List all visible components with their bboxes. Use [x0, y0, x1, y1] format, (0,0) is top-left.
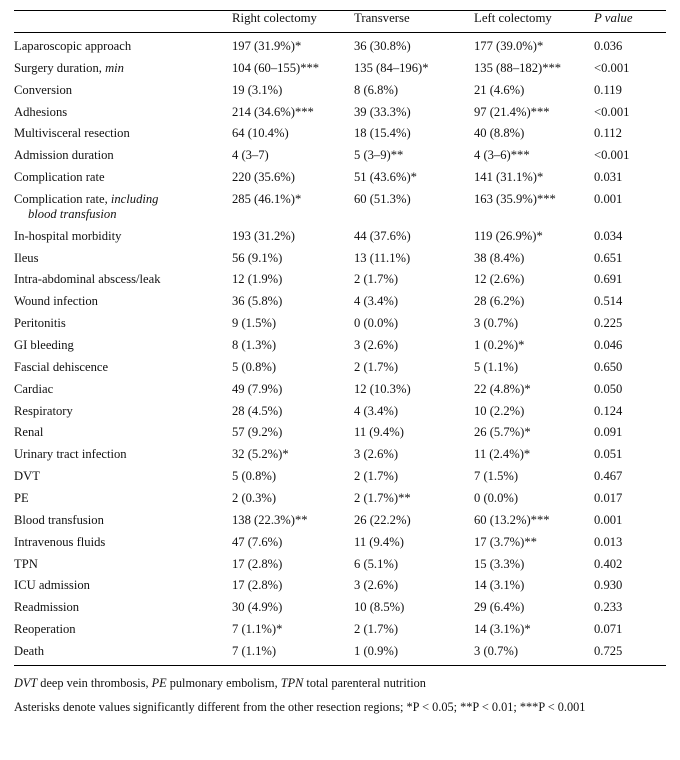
cell-value: 119 (26.9%)*	[474, 228, 543, 243]
cell-value: 177 (39.0%)*	[474, 39, 544, 53]
cell-p-value: 0.514	[594, 294, 623, 309]
table-row	[14, 269, 666, 291]
cell-p-value: 0.124	[594, 403, 623, 418]
cell-value: 3 (2.6%)	[354, 578, 399, 593]
abbrev-pe-text: pulmonary embolism,	[166, 675, 281, 690]
cell-p-value: 0.467	[594, 469, 623, 484]
cell-value: 2 (1.7%)**	[354, 491, 411, 506]
row-label: Urinary tract infection	[14, 447, 127, 462]
cell-value: 285 (46.1%)*	[232, 192, 302, 207]
cell-value: 60 (51.3%)	[354, 192, 411, 207]
cell-value: 51 (43.6%)*	[354, 170, 417, 185]
cell-value: 39 (33.3%)	[354, 104, 411, 119]
footnote-significance: Asterisks denote values significantly different from the other resection regions; *P < 0.05; **P < 0.01; ***P < 0.001	[14, 700, 586, 715]
table-row	[14, 597, 666, 619]
abbrev-dvt: DVT	[14, 675, 38, 690]
table-row	[14, 641, 666, 665]
cell-value: 15 (3.3%)	[474, 556, 525, 571]
row-label: Blood transfusion	[14, 512, 104, 527]
row-label: GI bleeding	[14, 338, 74, 353]
cell-value: 18 (15.4%)	[354, 126, 411, 141]
cell-p-value: 0.233	[594, 600, 623, 615]
cell-value: 141 (31.1%)*	[474, 170, 544, 185]
table-row	[14, 378, 666, 400]
row-label: Intravenous fluids	[14, 534, 106, 549]
row-label: Admission duration	[14, 148, 114, 163]
cell-value: 163 (35.9%)***	[474, 192, 556, 207]
table-row	[14, 291, 666, 313]
cell-value: 2 (1.7%)	[354, 272, 399, 287]
cell-value: 220 (35.6%)	[232, 170, 295, 185]
cell-p-value: 0.001	[594, 192, 623, 207]
cell-value: 2 (1.7%)	[354, 359, 399, 374]
row-label: Death	[14, 644, 45, 659]
cell-value: 2 (0.3%)	[232, 491, 277, 506]
cell-p-value: 0.031	[594, 170, 623, 185]
abbrev-tpn: TPN	[280, 675, 304, 690]
cell-value: 4 (3.4%)	[354, 403, 399, 418]
row-label: Complication rate, including blood transfusion	[14, 192, 159, 221]
cell-p-value: 0.725	[594, 644, 623, 659]
cell-value: 14 (3.1%)*	[474, 622, 531, 637]
cell-p-value: 0.071	[594, 622, 623, 637]
table-row	[14, 57, 666, 79]
table-row	[14, 145, 666, 167]
cell-value: 28 (6.2%)	[474, 294, 525, 309]
cell-p-value: 0.051	[594, 447, 623, 462]
cell-p-value: 0.691	[594, 272, 623, 287]
cell-value: 29 (6.4%)	[474, 600, 525, 615]
cell-value: 11 (9.4%)	[354, 425, 404, 440]
cell-value: 47 (7.6%)	[232, 534, 283, 549]
cell-value: 32 (5.2%)*	[232, 447, 289, 462]
table-row	[14, 553, 666, 575]
cell-value: 197 (31.9%)*	[232, 39, 302, 53]
table-row	[14, 225, 666, 247]
row-label: DVT	[14, 469, 40, 484]
row-label: Renal	[14, 425, 44, 440]
cell-value: 2 (1.7%)	[354, 469, 399, 484]
table-body	[14, 33, 666, 665]
cell-value: 17 (3.7%)**	[474, 534, 537, 549]
cell-value: 28 (4.5%)	[232, 403, 283, 418]
cell-value: 7 (1.1%)*	[232, 622, 283, 637]
table-row	[14, 509, 666, 531]
cell-value: 5 (0.8%)	[232, 469, 277, 484]
row-label: Ileus	[14, 250, 39, 265]
cell-value: 97 (21.4%)***	[474, 104, 550, 119]
cell-value: 5 (3–9)**	[354, 148, 404, 163]
cell-value: 17 (2.8%)	[232, 578, 283, 593]
cell-value: 135 (88–182)***	[474, 60, 562, 75]
cell-value: 104 (60–155)***	[232, 60, 320, 75]
cell-value: 135 (84–196)*	[354, 60, 429, 75]
cell-p-value: <0.001	[594, 60, 630, 75]
cell-p-value: 0.013	[594, 534, 623, 549]
cell-value: 17 (2.8%)	[232, 556, 283, 571]
cell-p-value: 0.034	[594, 228, 623, 243]
table-row	[14, 466, 666, 488]
table-row	[14, 247, 666, 269]
cell-value: 193 (31.2%)	[232, 228, 295, 243]
column-header-blank	[14, 11, 232, 33]
row-label: Complication rate	[14, 170, 105, 185]
table-row	[14, 400, 666, 422]
cell-value: 30 (4.9%)	[232, 600, 283, 615]
row-label: Peritonitis	[14, 316, 66, 331]
table-row	[14, 575, 666, 597]
footnote-abbreviations	[14, 674, 666, 692]
cell-value: 11 (9.4%)	[354, 534, 404, 549]
column-header-transverse: Transverse	[354, 11, 410, 25]
cell-value: 26 (5.7%)*	[474, 425, 531, 440]
row-label: Conversion	[14, 82, 73, 97]
table-row	[14, 33, 666, 58]
cell-value: 26 (22.2%)	[354, 512, 411, 527]
cell-p-value: 0.930	[594, 578, 623, 593]
table-row	[14, 619, 666, 641]
cell-value: 10 (8.5%)	[354, 600, 405, 615]
abbrev-tpn-text: total parenteral nutrition	[303, 675, 426, 690]
cell-p-value: 0.091	[594, 425, 623, 440]
cell-p-value: 0.001	[594, 512, 623, 527]
cell-p-value: 0.112	[594, 126, 622, 141]
cell-value: 8 (6.8%)	[354, 82, 399, 97]
table-row	[14, 167, 666, 189]
cell-value: 9 (1.5%)	[232, 316, 277, 331]
cell-value: 12 (10.3%)	[354, 381, 411, 396]
cell-p-value: 0.402	[594, 556, 623, 571]
row-label: Intra-abdominal abscess/leak	[14, 272, 161, 287]
row-label: Reoperation	[14, 622, 76, 637]
cell-value: 49 (7.9%)	[232, 381, 283, 396]
cell-value: 0 (0.0%)	[354, 316, 399, 331]
cell-value: 0 (0.0%)	[474, 491, 519, 506]
cell-p-value: <0.001	[594, 148, 630, 163]
cell-p-value: 0.046	[594, 338, 623, 353]
footnotes	[14, 666, 666, 723]
cell-value: 56 (9.1%)	[232, 250, 283, 265]
results-table	[14, 10, 666, 665]
cell-value: 21 (4.6%)	[474, 82, 525, 97]
cell-value: 14 (3.1%)	[474, 578, 525, 593]
table-row	[14, 444, 666, 466]
table-row	[14, 313, 666, 335]
cell-value: 3 (0.7%)	[474, 316, 519, 331]
cell-value: 13 (11.1%)	[354, 250, 411, 265]
cell-value: 1 (0.9%)	[354, 644, 399, 659]
row-label: In-hospital morbidity	[14, 228, 122, 243]
row-label: TPN	[14, 556, 38, 571]
table-header	[14, 11, 666, 33]
row-label: Wound infection	[14, 294, 98, 309]
column-header-right-colectomy: Right colectomy	[232, 11, 317, 25]
cell-value: 3 (0.7%)	[474, 644, 519, 659]
cell-value: 138 (22.3%)**	[232, 512, 308, 527]
cell-value: 3 (2.6%)	[354, 447, 399, 462]
row-label: Surgery duration, min	[14, 60, 124, 75]
cell-value: 8 (1.3%)	[232, 338, 277, 353]
row-label: Readmission	[14, 600, 80, 615]
cell-value: 3 (2.6%)	[354, 338, 399, 353]
row-label: Laparoscopic approach	[14, 39, 132, 53]
cell-value: 60 (13.2%)***	[474, 512, 550, 527]
table-row	[14, 488, 666, 510]
row-label: PE	[14, 491, 29, 506]
cell-p-value: 0.017	[594, 491, 623, 506]
table-row	[14, 422, 666, 444]
cell-value: 2 (1.7%)	[354, 622, 399, 637]
cell-value: 12 (1.9%)	[232, 272, 283, 287]
abbrev-pe: PE	[151, 675, 167, 690]
cell-value: 36 (5.8%)	[232, 294, 283, 309]
cell-p-value: 0.050	[594, 381, 623, 396]
row-label: Multivisceral resection	[14, 126, 130, 141]
cell-value: 4 (3.4%)	[354, 294, 399, 309]
cell-value: 40 (8.8%)	[474, 126, 525, 141]
cell-value: 214 (34.6%)***	[232, 104, 314, 119]
cell-value: 5 (0.8%)	[232, 359, 277, 374]
cell-p-value: 0.036	[594, 39, 623, 53]
cell-value: 7 (1.1%)	[232, 644, 277, 659]
cell-value: 64 (10.4%)	[232, 126, 289, 141]
cell-p-value: <0.001	[594, 104, 630, 119]
cell-value: 4 (3–7)	[232, 148, 269, 163]
cell-p-value: 0.650	[594, 359, 623, 374]
table-row	[14, 356, 666, 378]
table-row	[14, 531, 666, 553]
column-header-p-value: P value	[594, 11, 633, 25]
table-row	[14, 335, 666, 357]
table-row	[14, 79, 666, 101]
abbrev-dvt-text: deep vein thrombosis,	[37, 675, 152, 690]
row-label: ICU admission	[14, 578, 90, 593]
row-label: Adhesions	[14, 104, 68, 119]
row-label: Fascial dehiscence	[14, 359, 109, 374]
cell-value: 7 (1.5%)	[474, 469, 519, 484]
cell-p-value: 0.119	[594, 82, 622, 97]
cell-value: 6 (5.1%)	[354, 556, 399, 571]
cell-value: 19 (3.1%)	[232, 82, 283, 97]
cell-value: 57 (9.2%)	[232, 425, 283, 440]
row-label: Cardiac	[14, 381, 54, 396]
cell-value: 4 (3–6)***	[474, 148, 530, 163]
table-row	[14, 123, 666, 145]
table-row	[14, 101, 666, 123]
cell-value: 10 (2.2%)	[474, 403, 525, 418]
cell-value: 1 (0.2%)*	[474, 338, 525, 353]
cell-value: 5 (1.1%)	[474, 359, 519, 374]
cell-value: 22 (4.8%)*	[474, 381, 531, 396]
cell-value: 11 (2.4%)*	[474, 447, 531, 462]
table-row	[14, 189, 666, 226]
cell-p-value: 0.651	[594, 250, 623, 265]
cell-value: 12 (2.6%)	[474, 272, 525, 287]
cell-value: 38 (8.4%)	[474, 250, 525, 265]
column-header-left-colectomy: Left colectomy	[474, 11, 552, 25]
row-label: Respiratory	[14, 403, 73, 418]
cell-p-value: 0.225	[594, 316, 623, 331]
cell-value: 44 (37.6%)	[354, 228, 411, 243]
cell-value: 36 (30.8%)	[354, 39, 411, 53]
